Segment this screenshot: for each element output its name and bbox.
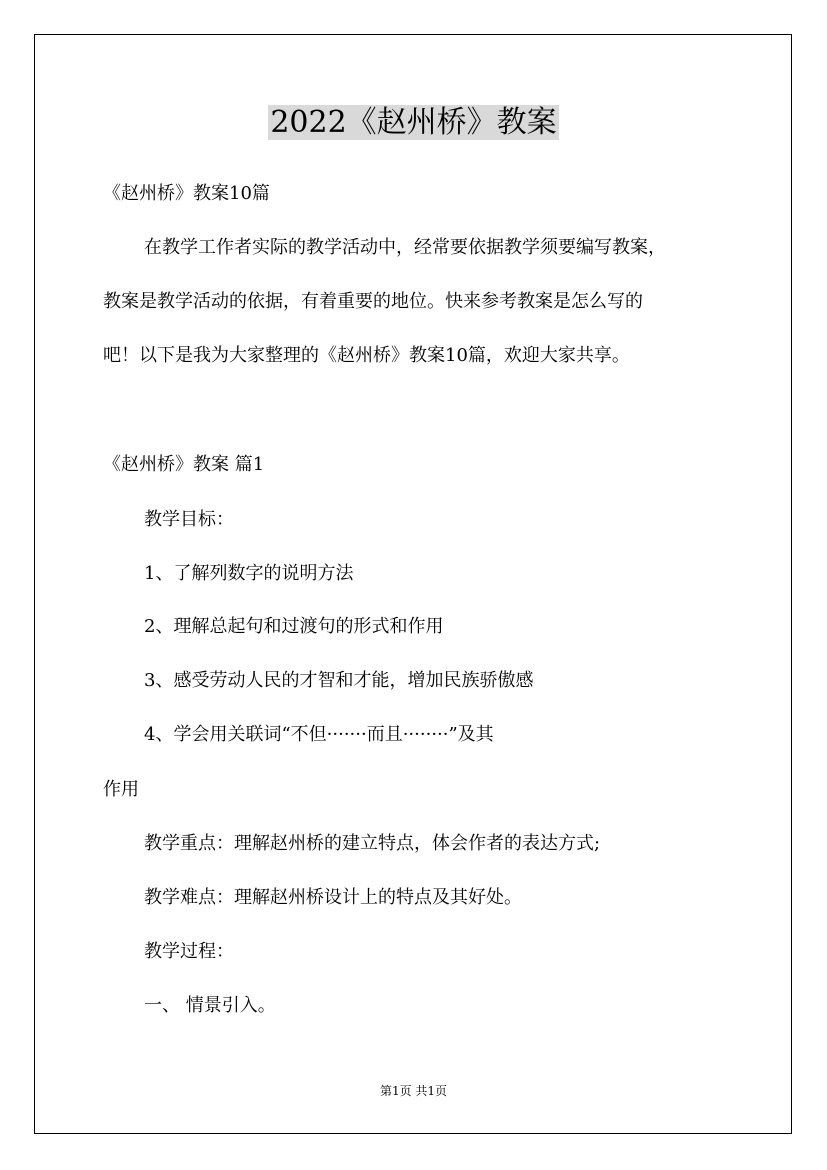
intro-line-1: 在教学工作者实际的教学活动中，经常要依据教学须要编写教案，: [144, 237, 666, 258]
key-point: 教学重点：理解赵州桥的建立特点，体会作者的表达方式;: [144, 833, 601, 854]
objective-item-1: 1、了解列数字的说明方法: [144, 563, 354, 584]
section-heading: 《赵州桥》教案 篇1: [103, 454, 265, 475]
objective-item-3: 3、感受劳动人民的才智和才能，增加民族骄傲感: [144, 670, 534, 691]
objective-item-2: 2、理解总起句和过渡句的形式和作用: [144, 616, 444, 637]
process-heading: 教学过程：: [144, 941, 234, 962]
difficulty: 教学难点：理解赵州桥设计上的特点及其好处。: [144, 887, 522, 908]
intro-line-3: 吧！以下是我为大家整理的《赵州桥》教案10篇，欢迎大家共享。: [103, 345, 630, 366]
objectives-heading: 教学目标：: [144, 509, 234, 530]
objective-item-4: 4、学会用关联词“不但·······而且········”及其: [144, 724, 494, 745]
document-subtitle: 《赵州桥》教案10篇: [103, 183, 270, 204]
document-title: 2022《赵州桥》教案: [270, 105, 557, 140]
intro-line-2: 教案是教学活动的依据，有着重要的地位。快来参考教案是怎么写的: [103, 291, 643, 312]
page-footer: 第1页 共1页: [379, 1084, 448, 1098]
step-one: 一、 情景引入。: [144, 995, 276, 1016]
objective-continuation: 作用: [103, 779, 139, 800]
